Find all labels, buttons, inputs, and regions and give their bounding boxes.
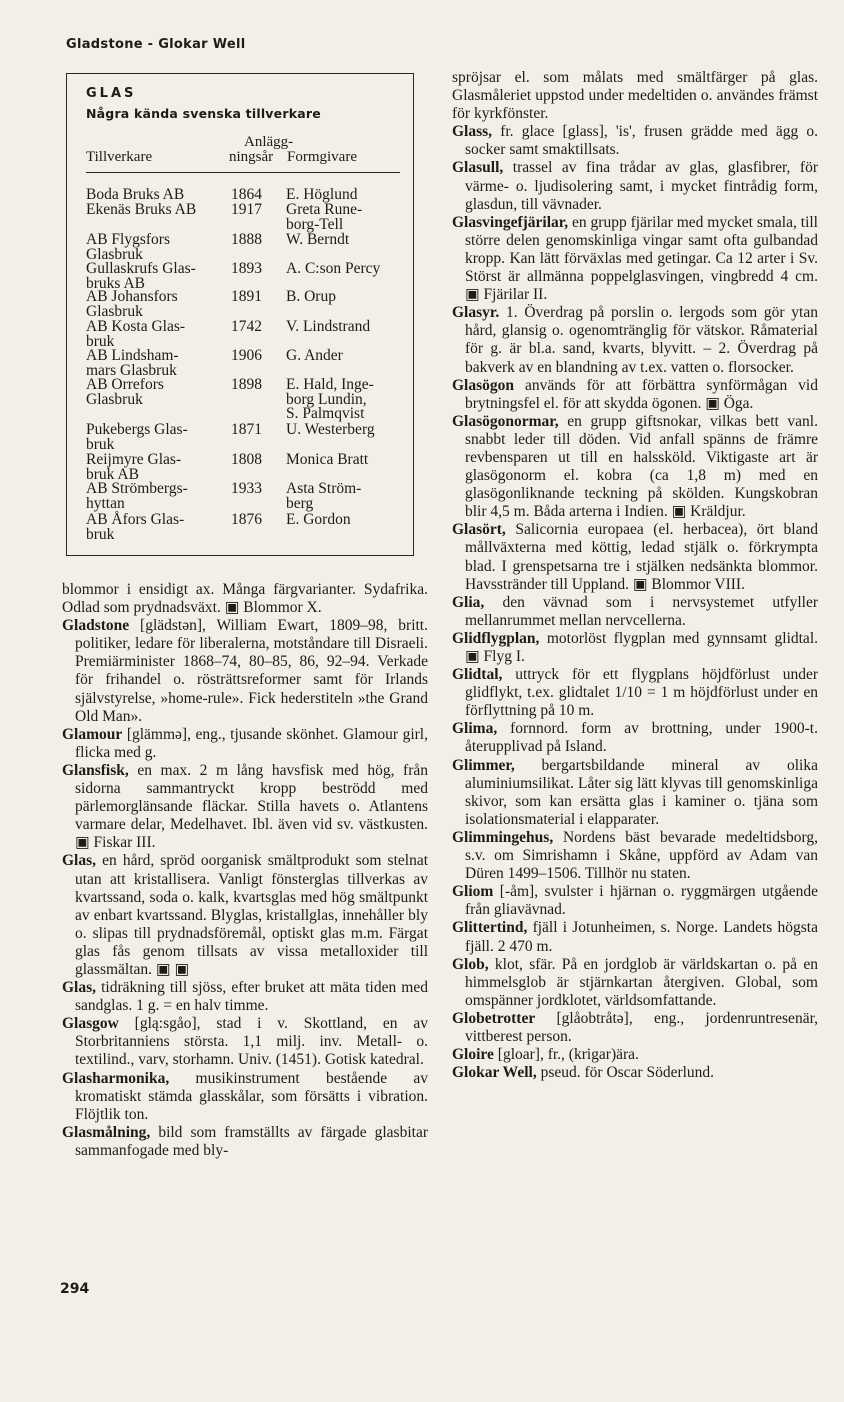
table-cell-designer-line: Greta Rune- bbox=[286, 201, 363, 218]
dictionary-entry bbox=[452, 919, 818, 955]
table-cell-designer bbox=[286, 349, 343, 364]
table-cell-maker-line: AB Åfors Glas- bbox=[86, 511, 185, 528]
table-cell-year: 1876 bbox=[231, 511, 262, 528]
entry-body: fr. glace [glass], 'is', frusen grädde med ägg o. socker samt smaktillsats. bbox=[465, 123, 818, 159]
dictionary-entry bbox=[62, 852, 428, 979]
table-cell-year: 1864 bbox=[231, 186, 262, 203]
dictionary-entry bbox=[452, 757, 818, 829]
table-cell-designer-line: borg-Tell bbox=[286, 215, 344, 233]
table-cell-maker bbox=[86, 482, 188, 511]
table-cell-maker-line: AB Kosta Glas- bbox=[86, 318, 186, 335]
dictionary-entry bbox=[452, 1010, 818, 1046]
entry-body: används för att förbättra synförmågan vid brytningsfel el. för att skydda ögonen. ▣ Öga. bbox=[465, 376, 818, 412]
header-year-1: Anlägg- bbox=[244, 134, 294, 150]
table-cell-maker-line: Boda Bruks AB bbox=[86, 186, 185, 203]
entry-body: en hård, spröd oorganisk smältprodukt som stelnat utan att kristallisera. Vanligt fönsterglas tillverkas av kvartssand, soda o. kalk, kvartsglas med hög smältpunkt av enbart kvartssand. Blyglas, kristallglas, innehåller bly o. slipas till prydnadsföremål, optiskt glas m.m. Färgat glas fås genom tillsats av vissa metalloxider till glassmältan. ▣ ▣ bbox=[75, 852, 428, 978]
table-cell-designer bbox=[286, 233, 349, 248]
dictionary-entry bbox=[452, 304, 818, 376]
entry-headword: Glasull, bbox=[452, 159, 504, 177]
entry-headword: Glass, bbox=[452, 123, 493, 141]
table-cell-maker-line: hyttan bbox=[86, 494, 125, 512]
table-cell-maker bbox=[86, 423, 188, 452]
header-year-2: ningsår bbox=[229, 149, 274, 165]
entry-body: pseud. för Oscar Söderlund. bbox=[536, 1064, 715, 1082]
entry-body: en grupp giftsnokar, vilkas bett vanl. snabbt leder till döden. Vid anfall spänns de främre revbensparen ut till en halssköld. Viktigaste art är glasögonorm el. kobra (ca 1,8 m) med en glasögonliknande teckning på skölden. Kungskobran blir 4,5 m. Båda arterna i Indien. ▣ Kräldjur. bbox=[465, 412, 818, 521]
dictionary-entry bbox=[452, 413, 818, 522]
table-cell-year: 1893 bbox=[231, 260, 262, 277]
table-cell-designer bbox=[286, 378, 374, 422]
entry-headword: Glima, bbox=[452, 720, 498, 738]
table-cell-maker bbox=[86, 349, 179, 378]
entry-headword: Glamour bbox=[62, 725, 123, 743]
entry-body: trassel av fina trådar av glas, glasfibrer, för värme- o. ljudisolering samt, i mycket fintrådig form, glasdun, till vävnader. bbox=[465, 159, 818, 213]
entry-headword: Glimmingehus, bbox=[452, 828, 554, 846]
table-cell-maker bbox=[86, 290, 178, 319]
entry-body: spröjsar el. som målats med smältfärger på glas. Glasmåleriet uppstod under medeltiden o. användes främst för kyrkfönster. bbox=[452, 69, 818, 123]
dictionary-entry bbox=[62, 1015, 428, 1069]
header-maker: Tillverkare bbox=[86, 149, 153, 165]
table-cell-designer bbox=[286, 423, 375, 438]
entry-headword: Glimmer, bbox=[452, 756, 515, 774]
table-cell-year: 1888 bbox=[231, 231, 262, 248]
entry-headword: Glia, bbox=[452, 593, 485, 611]
table-cell-designer-line: E. Hald, Inge- bbox=[286, 376, 374, 393]
dictionary-entry bbox=[452, 666, 818, 720]
table-cell-maker-line: Glasbruk bbox=[86, 302, 143, 320]
table-cell-year: 1808 bbox=[231, 451, 262, 468]
page-number: 294 bbox=[60, 1281, 90, 1297]
entry-body: [glädstən], William Ewart, 1809–98, britt. politiker, ledare för liberalerna, motståndare till Disraeli. Premiärminister 1868–74, 80–85, 86, 92–94. Verkade för frihandel o. rösträttsreformer samt för Irlands självstyrelse, »home-rule». Fick hederstiteln »the Grand Old Man». bbox=[75, 617, 428, 725]
dictionary-entry bbox=[62, 726, 428, 762]
table-cell-designer bbox=[286, 513, 351, 528]
entry-headword: Glansfisk, bbox=[62, 761, 129, 779]
table-cell-year: 1898 bbox=[231, 376, 262, 393]
table-cell-designer bbox=[286, 262, 380, 277]
dictionary-entry bbox=[452, 594, 818, 630]
table-cell-designer bbox=[286, 290, 336, 305]
table-cell-maker-line: bruk bbox=[86, 435, 115, 453]
dictionary-entry bbox=[452, 630, 818, 666]
table-cell-designer-line: S. Palmqvist bbox=[286, 405, 365, 422]
table-cell-year: 1742 bbox=[231, 318, 262, 335]
table-cell-designer-line: berg bbox=[286, 494, 314, 512]
entry-body: en max. 2 m lång havsfisk med hög, från sidorna sammantryckt kropp beströdd med pärlemorglänsande fläckar. Stilla havets o. Atlantens varmare delar, Medelhavet. Ibl. även vid sv. västkusten. ▣ Fiskar III. bbox=[75, 761, 428, 852]
table-cell-designer bbox=[286, 203, 362, 232]
table-cell-designer-line: V. Lindstrand bbox=[286, 318, 371, 335]
entry-body: musikinstrument bestående av kromatiskt stämda glasskålar, som försätts i vibration. Flöjtlik ton. bbox=[75, 1069, 428, 1123]
table-cell-designer bbox=[286, 482, 361, 511]
entry-body: uttryck för ett flygplans höjdförlust under glidflykt, t.ex. glidtalet 1/10 = 1 m höjdförlust under en förflyttning på 10 m. bbox=[465, 666, 818, 720]
table-cell-designer-line: Monica Bratt bbox=[286, 451, 369, 468]
table-subtitle: Några kända svenska tillverkare bbox=[86, 106, 321, 121]
entry-headword: Glidtal, bbox=[452, 666, 503, 684]
entry-body: en grupp fjärilar med mycket smala, till större delen genomskinliga vingar samt ofta gulbandad kropp. Kan lätt förväxlas med getingar. Ca 12 arter i Sv. Störst är allmänna poppelglasvingen, vingbredd 4 cm. ▣ Fjärilar II. bbox=[465, 213, 818, 304]
entry-headword: Gloire bbox=[452, 1046, 494, 1064]
table-cell-designer-line: Asta Ström- bbox=[286, 480, 362, 497]
table-cell-year: 1917 bbox=[231, 201, 262, 218]
table-cell-maker-line: AB Johansfors bbox=[86, 288, 178, 305]
entry-body: 1. Överdrag på porslin o. lergods som gör ytan hård, glansig o. ogenomtränglig för vätskor. Råmaterial för g. är bl.a. sand, kvarts, blyvitt. – 2. Överdrag på bakverk av en blandning av t.ex. vatten o. florsocker. bbox=[465, 304, 818, 376]
entry-headword: Glas, bbox=[62, 852, 97, 870]
entry-headword: Gladstone bbox=[62, 617, 130, 635]
table-cell-maker-line: Gullaskrufs Glas- bbox=[86, 260, 196, 277]
table-cell-maker-line: bruk bbox=[86, 332, 115, 350]
entry-headword: Glasvingefjärilar, bbox=[452, 213, 569, 231]
table-cell-maker bbox=[86, 453, 181, 482]
entry-body: fornnord. form av brottning, under 1900-t. återupplivad på Island. bbox=[465, 720, 818, 756]
dictionary-entry bbox=[452, 1046, 818, 1064]
entry-headword: Globetrotter bbox=[452, 1009, 536, 1027]
table-cell-maker-line: bruk bbox=[86, 525, 115, 543]
entry-body: Salicornia europaea (el. herbacea), ört bland mållväxterna med köttig, ledad stjälk o. förkrympta blad. I grenspetsarna tre i stjälken nedsänkta blommor. Havsstränder till Uppland. ▣ Blommor VIII. bbox=[465, 521, 818, 593]
table-cell-maker-line: bruks AB bbox=[86, 274, 145, 292]
entry-headword: Glasögon bbox=[452, 376, 515, 394]
entry-headword: Glasgow bbox=[62, 1015, 119, 1033]
header-designer: Formgivare bbox=[287, 149, 357, 165]
table-cell-designer bbox=[286, 320, 370, 335]
table-cell-maker-line: Glasbruk bbox=[86, 390, 143, 408]
table-cell-maker bbox=[86, 262, 196, 291]
dictionary-entry bbox=[452, 159, 818, 213]
table-cell-designer-line: U. Westerberg bbox=[286, 421, 375, 438]
entry-body: blommor i ensidigt ax. Många färgvarianter. Sydafrika. Odlad som prydnadsväxt. ▣ Blommor X. bbox=[62, 581, 428, 617]
table-cell-maker-line: AB Lindsham- bbox=[86, 347, 179, 364]
table-cell-designer-line: B. Orup bbox=[286, 288, 336, 305]
table-cell-designer-line: borg Lundin, bbox=[286, 390, 367, 408]
table-cell-maker-line: bruk AB bbox=[86, 465, 139, 483]
entry-body: Nordens bäst bevarade medeltidsborg, s.v. om Simrishamn i Skåne, uppförd av Adam van Düren 1499–1506. Tillhör nu staten. bbox=[465, 828, 818, 883]
table-cell-maker-line: Reijmyre Glas- bbox=[86, 451, 182, 468]
entry-headword: Glasögonormar, bbox=[452, 412, 559, 430]
dictionary-entry bbox=[62, 1124, 428, 1160]
table-cell-maker-line: AB Orrefors bbox=[86, 376, 164, 393]
dictionary-entry bbox=[452, 69, 818, 123]
table-cell-designer-line: G. Ander bbox=[286, 347, 343, 364]
entry-headword: Glokar Well, bbox=[452, 1064, 537, 1082]
entry-body: motorlöst flygplan med gynnsamt glidtal. ▣ Flyg I. bbox=[465, 629, 818, 665]
table-cell-maker-line: AB Strömbergs- bbox=[86, 480, 188, 497]
entry-headword: Glasharmonika, bbox=[62, 1069, 170, 1087]
table-cell-maker bbox=[86, 513, 184, 542]
table-cell-maker-line: Pukebergs Glas- bbox=[86, 421, 188, 438]
entry-body: den vävnad som i nervsystemet utfyller mellanrummet mellan nervcellerna. bbox=[465, 593, 818, 629]
dictionary-entry bbox=[452, 883, 818, 919]
entry-body: tidräkning till sjöss, efter bruket att mäta tiden med sandglas. 1 g. = en halv timme. bbox=[75, 979, 428, 1015]
entry-body: bild som framställts av färgade glasbitar sammanfogade med bly- bbox=[75, 1123, 428, 1159]
table-title: GLAS bbox=[86, 86, 137, 101]
table-cell-maker-line: Glasbruk bbox=[86, 245, 143, 263]
header-rule bbox=[86, 172, 400, 173]
table-cell-maker-line: mars Glasbruk bbox=[86, 361, 177, 379]
dictionary-entry bbox=[452, 214, 818, 304]
entry-body: [glą:sgåo], stad i v. Skottland, en av Storbritanniens största. 1,1 milj. inv. Metall- o. textilind., varv, storhamn. Univ. (1451). Gotisk katedral. bbox=[75, 1015, 428, 1069]
entry-headword: Glidflygplan, bbox=[452, 629, 540, 647]
dictionary-entry bbox=[452, 1064, 818, 1082]
entry-body: klot, sfär. På en jordglob är världskartan o. på en himmelsglob är stjärnkartan återgiven. Global, som omspänner jordklotet, världsomfattande. bbox=[465, 955, 818, 1009]
left-column bbox=[62, 581, 428, 1160]
dictionary-entry bbox=[62, 581, 428, 617]
dictionary-entry bbox=[452, 521, 818, 593]
table-cell-designer-line: W. Berndt bbox=[286, 231, 350, 248]
dictionary-entry bbox=[62, 762, 428, 852]
entry-headword: Glasyr. bbox=[452, 304, 500, 322]
entry-headword: Glob, bbox=[452, 955, 489, 973]
entry-headword: Glas, bbox=[62, 979, 97, 997]
dictionary-entry bbox=[452, 123, 818, 159]
table-cell-designer bbox=[286, 453, 368, 468]
entry-body: [glämmə], eng., tjusande skönhet. Glamour girl, flicka med g. bbox=[75, 725, 428, 761]
table-cell-designer-line: E. Gordon bbox=[286, 511, 351, 528]
table-cell-year: 1891 bbox=[231, 288, 262, 305]
entry-body: [glåobtråtə], eng., jordenruntresenär, vittberest person. bbox=[465, 1009, 818, 1045]
entry-headword: Glasmålning, bbox=[62, 1123, 151, 1141]
entry-body: bergartsbildande mineral av olika aluminiumsilikat. Låter sig lätt klyvas till genomskinliga skivor, som kan ersätta glas i kaminer o. tjäna som isolationsmaterial i elapparater. bbox=[465, 756, 818, 828]
table-cell-designer-line: A. C:son Percy bbox=[286, 260, 381, 277]
table-cell-maker bbox=[86, 233, 170, 262]
right-column bbox=[452, 69, 818, 1082]
entry-body: [-åm], svulster i hjärnan o. ryggmärgen utgående från gliavävnad. bbox=[465, 883, 818, 919]
table-cell-maker bbox=[86, 320, 185, 349]
entry-headword: Gliom bbox=[452, 883, 494, 901]
table-cell-maker-line: AB Flygsfors bbox=[86, 231, 170, 248]
entry-headword: Glasört, bbox=[452, 521, 506, 539]
dictionary-entry bbox=[62, 1070, 428, 1124]
table-cell-year: 1871 bbox=[231, 421, 262, 438]
entry-body: [gloar], fr., (krigar)ära. bbox=[493, 1046, 639, 1064]
dictionary-entry bbox=[452, 720, 818, 756]
dictionary-entry bbox=[62, 617, 428, 726]
table-cell-year: 1906 bbox=[231, 347, 262, 364]
dictionary-entry bbox=[452, 377, 818, 413]
table-cell-maker bbox=[86, 378, 164, 407]
dictionary-entry bbox=[452, 829, 818, 883]
table-cell-year: 1933 bbox=[231, 480, 262, 497]
table-cell-maker bbox=[86, 203, 196, 218]
dictionary-entry bbox=[62, 979, 428, 1015]
entry-body: fjäll i Jotunheimen, s. Norge. Landets högsta fjäll. 2 470 m. bbox=[465, 919, 818, 955]
table-cell-maker-line: Ekenäs Bruks AB bbox=[86, 201, 197, 218]
dictionary-entry bbox=[452, 956, 818, 1010]
running-head: Gladstone - Glokar Well bbox=[66, 37, 246, 52]
entry-headword: Glittertind, bbox=[452, 919, 528, 937]
table-cell-designer-line: E. Höglund bbox=[286, 186, 358, 203]
